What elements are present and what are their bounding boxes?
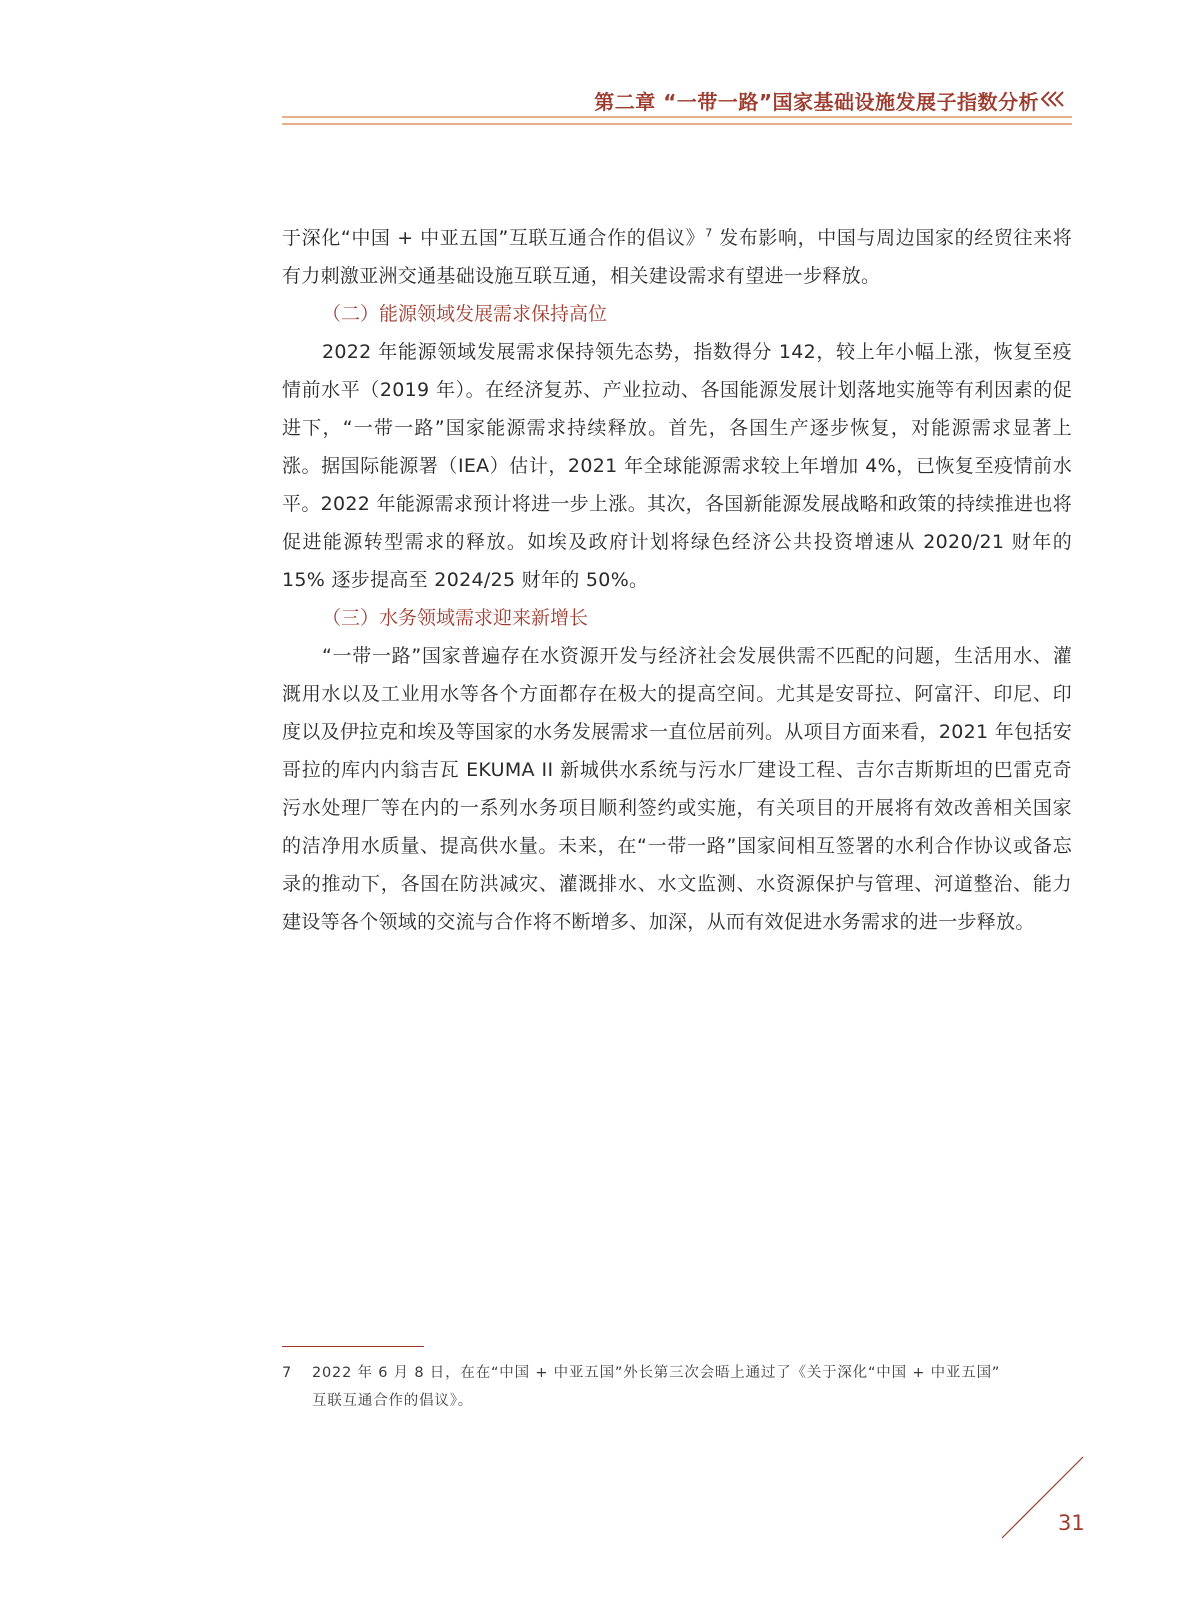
paragraph-1-text-a: 于深化“中国 + 中亚五国”互联互通合作的倡议》 [282, 227, 706, 249]
footnote-number: 7 [282, 1365, 293, 1381]
footnote-text-1: 2022 年 6 月 8 日，在在“中国 + 中亚五国”外长第三次会晤上通过了《关于深化“中国 + 中亚五国” [312, 1365, 1001, 1381]
paragraph-water: “一带一路”国家普遍存在水资源开发与经济社会发展供需不匹配的问题，生活用水、灌溉用水以及工业用水等各个方面都存在极大的提高空间。尤其是安哥拉、阿富汗、印尼、印度以及伊拉克和埃及等国家的水务发展需求一直位居前列。从项目方面来看，2021 年包括安哥拉的库内内翁吉瓦 EKUMA II 新城供水系统与污水厂建设工程、吉尔吉斯斯坦的巴雷克奇污水处理厂等在内的一系列水务项目顺利签约或实施，有关项目的开展将有效改善相关国家的洁净用水质量、提高供水量。未来，在“一带一路”国家间相互签署的水利合作协议或备忘录的推动下，各国在防洪减灾、灌溉排水、水文监测、水资源保护与管理、河道整治、能力建设等各个领域的交流与合作将不断增多、加深，从而有效促进水务需求的进一步释放。 [282, 645, 1072, 933]
paragraph-1-text-b: 发布影响，中国与周边国家的经贸往来将有力刺激亚洲交通基础设施互联互通，相关建设需求有望进一步释放。 [282, 227, 1072, 287]
page-number: 31 [1058, 1511, 1085, 1535]
section-heading-energy: （二）能源领域发展需求保持高位 [322, 303, 608, 325]
footnote-reference: 7 [705, 226, 713, 240]
section-heading-water: （三）水务领域需求迎来新增长 [322, 607, 589, 629]
chapter-header-title: 第二章 “一带一路”国家基础设施发展子指数分析 [594, 90, 1039, 114]
footnote-line-2: 互联互通合作的倡议》。 [312, 1393, 474, 1409]
paragraph-energy: 2022 年能源领域发展需求保持领先态势，指数得分 142，较上年小幅上涨，恢复至疫情前水平（2019 年）。在经济复苏、产业拉动、各国能源发展计划落地实施等有利因素的促进下，“一带一路”国家能源需求持续释放。首先，各国生产逐步恢复，对能源需求显著上涨。据国际能源署（IEA）估计，2021 年全球能源需求较上年增加 4%，已恢复至疫情前水平。2022 年能源需求预计将进一步上涨。其次，各国新能源发展战略和政策的持续推进也将促进能源转型需求的释放。如埃及政府计划将绿色经济公共投资增速从 2020/21 财年的 15% 逐步提高至 2024/25 财年的 50%。 [282, 341, 1072, 591]
